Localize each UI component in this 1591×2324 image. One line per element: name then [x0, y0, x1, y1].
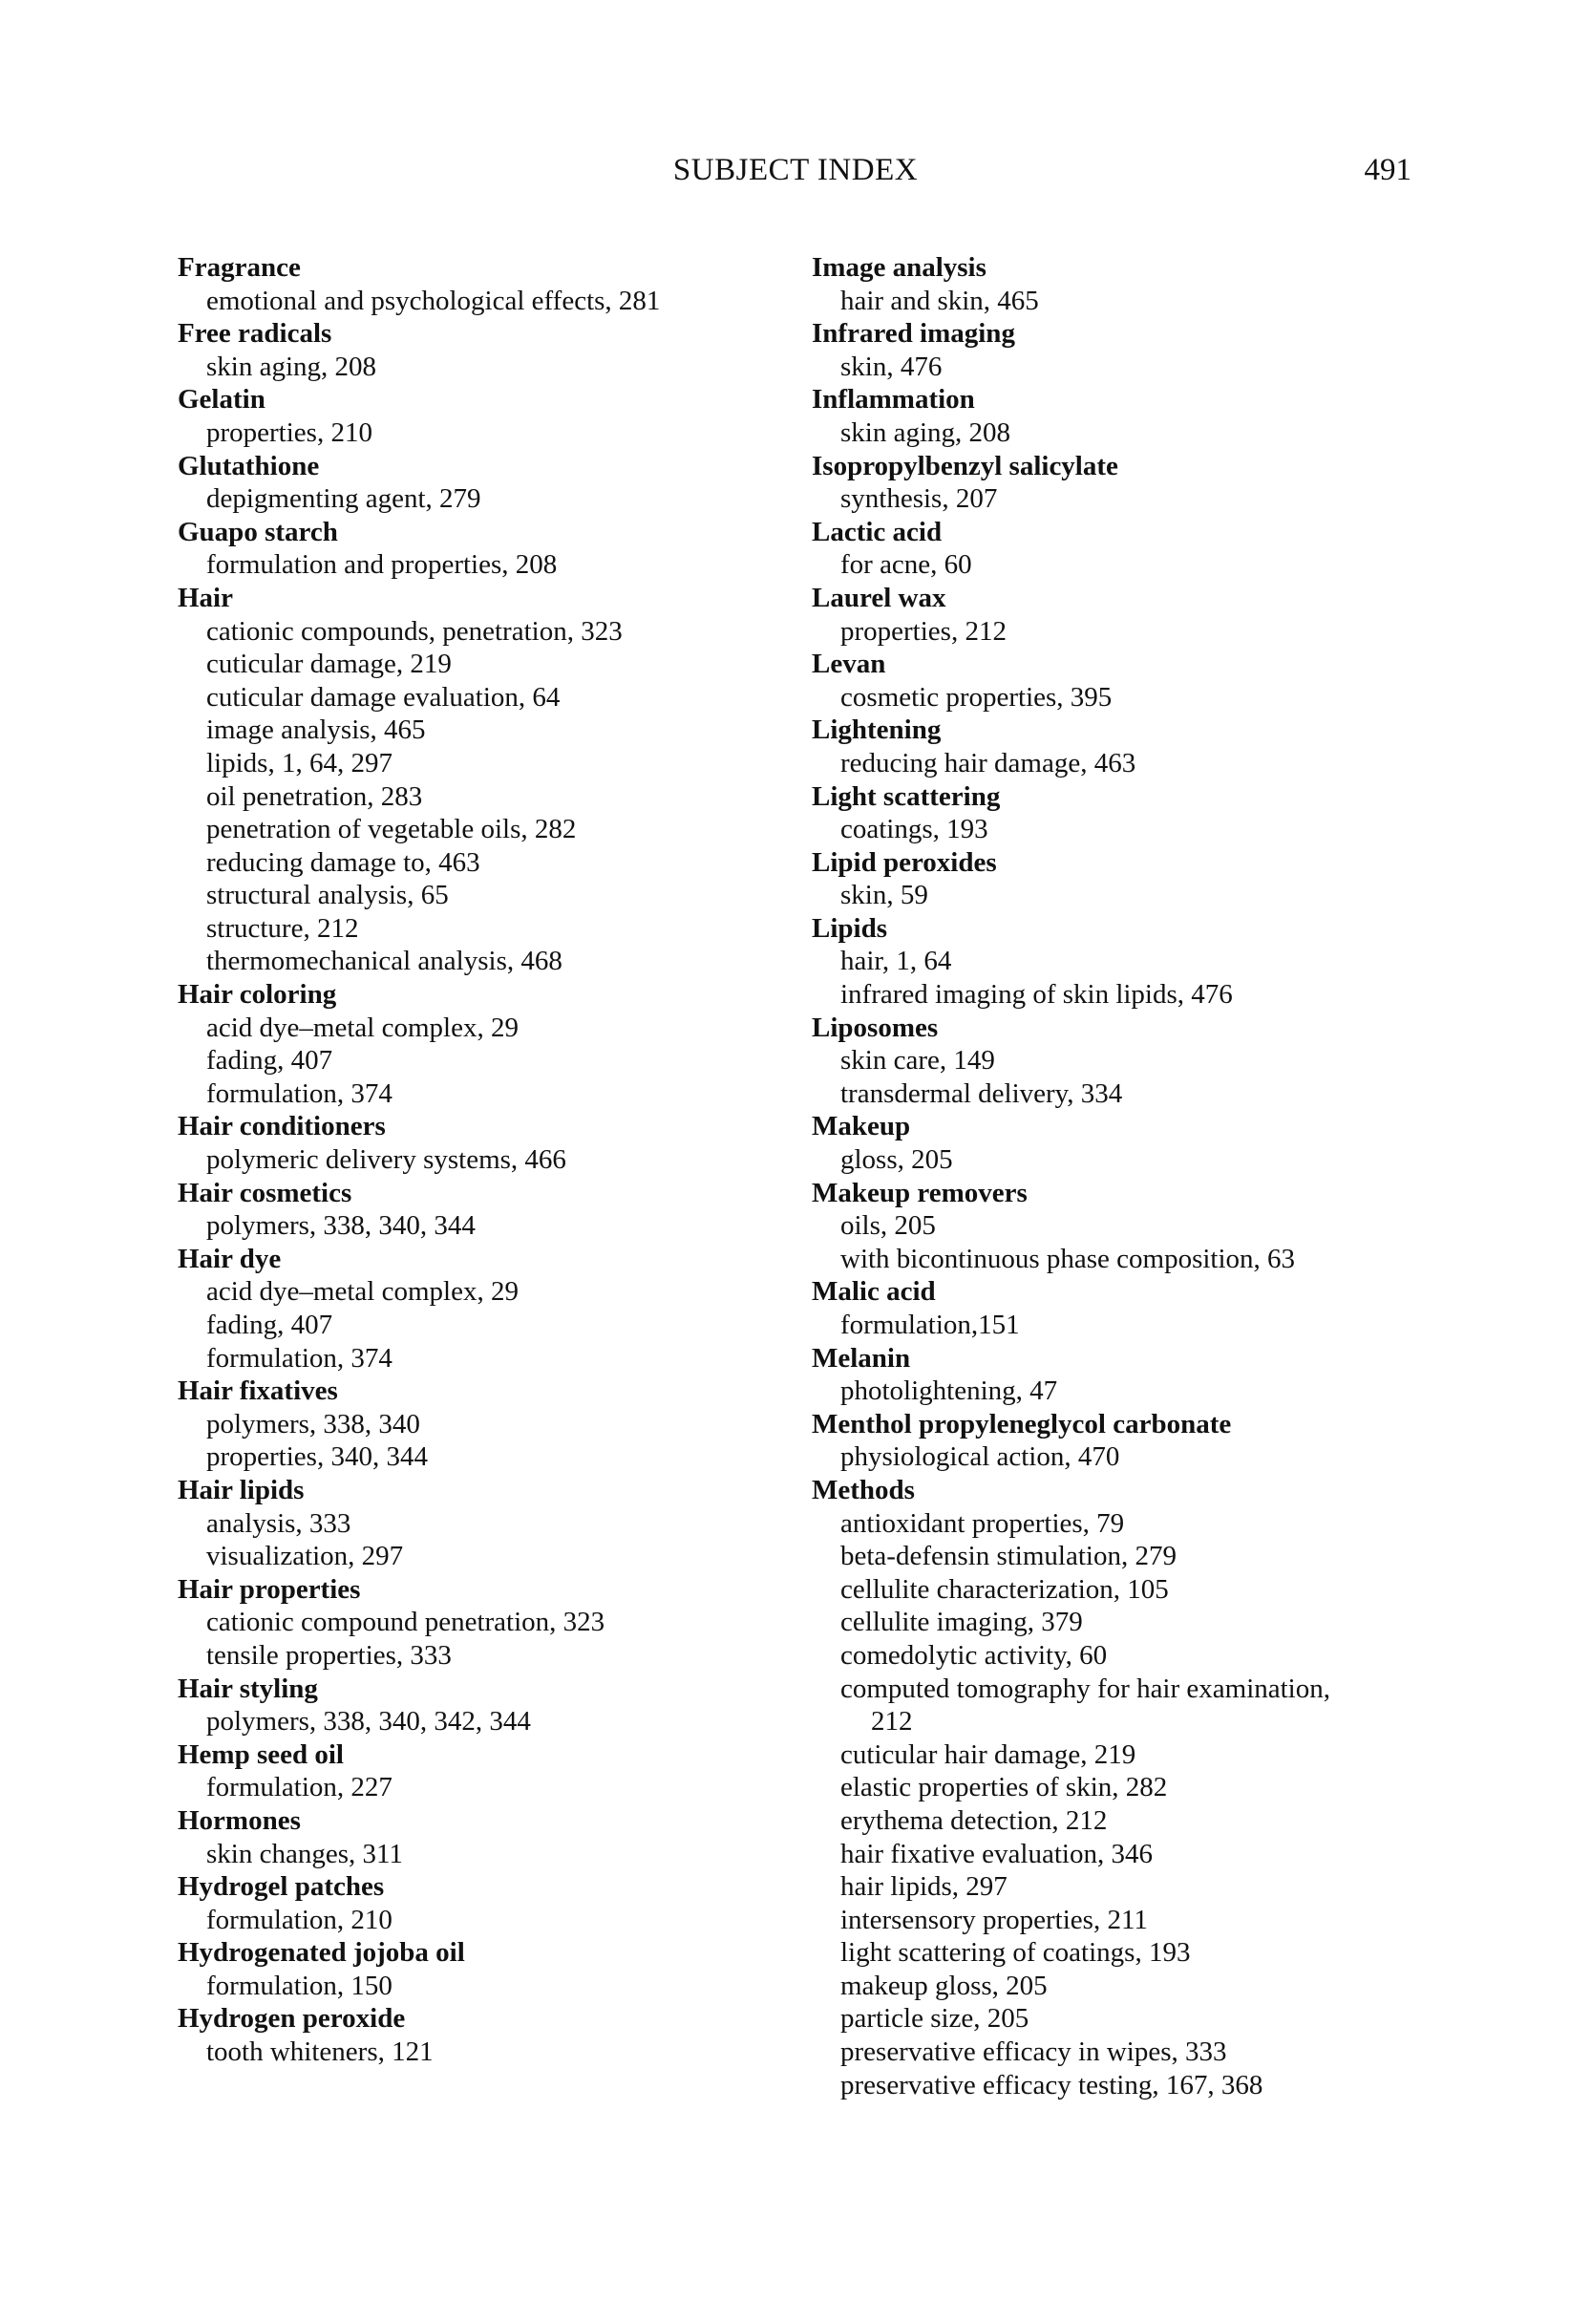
index-term: Malic acid — [812, 1276, 936, 1308]
index-term: Hair fixatives — [178, 1375, 338, 1407]
index-subentry: formulation, 374 — [206, 1077, 392, 1109]
index-subentry: 212 — [871, 1706, 913, 1738]
index-entry — [178, 1870, 846, 1936]
index-term: Hair styling — [178, 1673, 318, 1704]
index-subentry: hair, 1, 64 — [840, 946, 952, 977]
index-subentry: visualization, 297 — [206, 1541, 404, 1572]
index-entry — [812, 648, 1423, 714]
index-subentry: cuticular damage evaluation, 64 — [206, 681, 561, 713]
index-subentry: properties, 210 — [206, 416, 372, 448]
index-entry — [812, 1408, 1423, 1474]
page-number: 491 — [1364, 153, 1411, 187]
index-subentry: formulation, 150 — [206, 1970, 392, 2001]
index-subentry: depigmenting agent, 279 — [206, 483, 481, 515]
index-entry — [812, 516, 1423, 582]
index-subentry: polymers, 338, 340, 342, 344 — [206, 1706, 531, 1738]
index-column-right — [812, 251, 1423, 2101]
index-term: Fragrance — [178, 252, 301, 283]
index-subentry: antioxidant properties, 79 — [840, 1507, 1125, 1539]
index-subentry: skin, 59 — [840, 880, 928, 911]
index-term: Hydrogel patches — [178, 1871, 385, 1903]
index-subentry: skin aging, 208 — [206, 351, 377, 382]
index-subentry: reducing damage to, 463 — [206, 846, 480, 878]
index-subentry: computed tomography for hair examination, — [840, 1673, 1330, 1704]
index-entry — [812, 450, 1423, 516]
index-subentry: formulation and properties, 208 — [206, 549, 558, 581]
index-subentry: coatings, 193 — [840, 814, 988, 845]
index-subentry: synthesis, 207 — [840, 483, 998, 515]
index-entry — [178, 1177, 846, 1243]
index-subentry: for acne, 60 — [840, 549, 972, 581]
index-entry — [178, 2002, 846, 2068]
index-term: Laurel wax — [812, 582, 946, 613]
index-term: Lightening — [812, 714, 942, 746]
index-term: Glutathione — [178, 450, 320, 481]
index-entry — [812, 251, 1423, 317]
index-entry — [178, 251, 846, 317]
index-term: Melanin — [812, 1342, 911, 1374]
index-subentry: image analysis, 465 — [206, 714, 426, 746]
index-entry — [178, 1738, 846, 1804]
index-term: Light scattering — [812, 780, 1001, 812]
index-subentry: properties, 212 — [840, 615, 1007, 647]
index-subentry: cuticular hair damage, 219 — [840, 1738, 1136, 1770]
index-subentry: oil penetration, 283 — [206, 780, 423, 812]
index-subentry: polymers, 338, 340, 344 — [206, 1210, 476, 1242]
index-subentry: formulation,151 — [840, 1310, 1020, 1340]
index-entry — [178, 1110, 846, 1176]
index-subentry: hair lipids, 297 — [840, 1871, 1008, 1903]
index-subentry: emotional and psychological effects, 281 — [206, 285, 661, 316]
index-subentry: beta-defensin stimulation, 279 — [840, 1541, 1177, 1572]
index-entry — [178, 1804, 846, 1870]
index-subentry: particle size, 205 — [840, 2003, 1029, 2035]
index-subentry: intersensory properties, 211 — [840, 1904, 1148, 1935]
index-subentry: fading, 407 — [206, 1045, 333, 1077]
index-entry — [812, 714, 1423, 779]
index-subentry: cuticular damage, 219 — [206, 649, 452, 680]
index-subentry: cellulite imaging, 379 — [840, 1607, 1083, 1638]
index-subentry: skin changes, 311 — [206, 1838, 403, 1869]
index-subentry: formulation, 227 — [206, 1772, 392, 1803]
index-term: Hydrogenated jojoba oil — [178, 1937, 465, 1969]
index-term: Hydrogen peroxide — [178, 2003, 406, 2035]
index-subentry: physiological action, 470 — [840, 1441, 1120, 1473]
index-subentry: skin care, 149 — [840, 1045, 995, 1077]
index-entry — [178, 317, 846, 383]
index-term: Gelatin — [178, 384, 265, 416]
index-subentry: oils, 205 — [840, 1210, 936, 1242]
index-term: Inflammation — [812, 384, 975, 416]
index-subentry: structural analysis, 65 — [206, 880, 449, 911]
index-term: Free radicals — [178, 318, 332, 350]
index-term: Guapo starch — [178, 516, 338, 547]
index-subentry: elastic properties of skin, 282 — [840, 1772, 1168, 1803]
index-subentry: lipids, 1, 64, 297 — [206, 747, 392, 778]
index-subentry: infrared imaging of skin lipids, 476 — [840, 979, 1233, 1011]
index-entry — [812, 846, 1423, 912]
index-term: Lipid peroxides — [812, 846, 997, 878]
index-subentry: preservative efficacy in wipes, 333 — [840, 2036, 1227, 2068]
index-subentry: tensile properties, 333 — [206, 1639, 452, 1671]
index-subentry: preservative efficacy testing, 167, 368 — [840, 2069, 1263, 2100]
index-term: Liposomes — [812, 1012, 939, 1043]
index-subentry: tooth whiteners, 121 — [206, 2036, 434, 2068]
index-entry — [178, 450, 846, 516]
index-subentry: cationic compounds, penetration, 323 — [206, 615, 623, 647]
index-term: Hemp seed oil — [178, 1738, 344, 1770]
index-subentry: polymeric delivery systems, 466 — [206, 1144, 566, 1176]
index-subentry: properties, 340, 344 — [206, 1441, 428, 1473]
page-header — [0, 141, 1591, 199]
index-entry — [178, 1936, 846, 2002]
index-subentry: erythema detection, 212 — [840, 1804, 1108, 1836]
index-subentry: cationic compound penetration, 323 — [206, 1607, 605, 1638]
index-subentry: acid dye–metal complex, 29 — [206, 1276, 519, 1308]
index-subentry: fading, 407 — [206, 1310, 333, 1340]
index-term: Lactic acid — [812, 516, 943, 547]
index-subentry: cosmetic properties, 395 — [840, 681, 1113, 713]
index-entry — [178, 383, 846, 449]
index-entry — [812, 582, 1423, 648]
index-subentry: photolightening, 47 — [840, 1375, 1058, 1407]
index-entry — [178, 1573, 846, 1673]
index-subentry: hair and skin, 465 — [840, 285, 1039, 316]
index-subentry: transdermal delivery, 334 — [840, 1077, 1123, 1109]
index-term: Hair coloring — [178, 979, 337, 1011]
index-subentry: light scattering of coatings, 193 — [840, 1937, 1191, 1969]
index-subentry: polymers, 338, 340 — [206, 1408, 420, 1439]
index-entry — [178, 1474, 846, 1573]
index-column-left — [178, 251, 846, 2069]
index-subentry: makeup gloss, 205 — [840, 1970, 1048, 2001]
index-entry — [812, 1474, 1423, 2101]
index-subentry: comedolytic activity, 60 — [840, 1639, 1108, 1671]
index-subentry: with bicontinuous phase composition, 63 — [840, 1243, 1296, 1274]
index-term: Hair lipids — [178, 1474, 305, 1505]
index-subentry: cellulite characterization, 105 — [840, 1573, 1169, 1605]
index-term: Menthol propyleneglycol carbonate — [812, 1408, 1232, 1439]
index-subentry: thermomechanical analysis, 468 — [206, 946, 562, 977]
index-term: Hair cosmetics — [178, 1177, 352, 1208]
index-term: Infrared imaging — [812, 318, 1015, 350]
index-entry — [812, 1342, 1423, 1408]
index-term: Makeup — [812, 1111, 911, 1142]
index-entry — [178, 1243, 846, 1375]
index-entry — [812, 780, 1423, 846]
index-term: Levan — [812, 649, 886, 680]
index-subentry: analysis, 333 — [206, 1507, 351, 1539]
index-subentry: skin, 476 — [840, 351, 943, 382]
index-entry — [812, 1012, 1423, 1111]
index-subentry: structure, 212 — [206, 912, 359, 944]
index-entry — [812, 317, 1423, 383]
index-entry — [178, 978, 846, 1110]
index-entry — [178, 1673, 846, 1738]
index-term: Hair dye — [178, 1243, 282, 1274]
index-subentry: formulation, 210 — [206, 1904, 392, 1935]
index-subentry: skin aging, 208 — [840, 416, 1011, 448]
index-entry — [178, 582, 846, 978]
index-entry — [812, 912, 1423, 1012]
index-entry — [178, 516, 846, 582]
index-term: Isopropylbenzyl salicylate — [812, 450, 1118, 481]
index-entry — [812, 1110, 1423, 1176]
index-term: Hair conditioners — [178, 1111, 386, 1142]
index-subentry: hair fixative evaluation, 346 — [840, 1838, 1153, 1869]
index-term: Hormones — [178, 1804, 301, 1836]
index-subentry: gloss, 205 — [840, 1144, 953, 1176]
index-term: Image analysis — [812, 252, 986, 283]
index-subentry: penetration of vegetable oils, 282 — [206, 814, 577, 845]
index-term: Methods — [812, 1474, 915, 1505]
index-subentry: formulation, 374 — [206, 1342, 392, 1374]
index-entry — [812, 383, 1423, 449]
index-term: Lipids — [812, 912, 887, 944]
index-term: Makeup removers — [812, 1177, 1028, 1208]
index-term: Hair properties — [178, 1573, 361, 1605]
running-head: SUBJECT INDEX — [672, 153, 919, 187]
index-subentry: acid dye–metal complex, 29 — [206, 1012, 519, 1043]
index-entry — [812, 1275, 1423, 1341]
index-term: Hair — [178, 582, 233, 613]
index-subentry: reducing hair damage, 463 — [840, 747, 1136, 778]
index-entry — [178, 1375, 846, 1474]
index-entry — [812, 1177, 1423, 1276]
